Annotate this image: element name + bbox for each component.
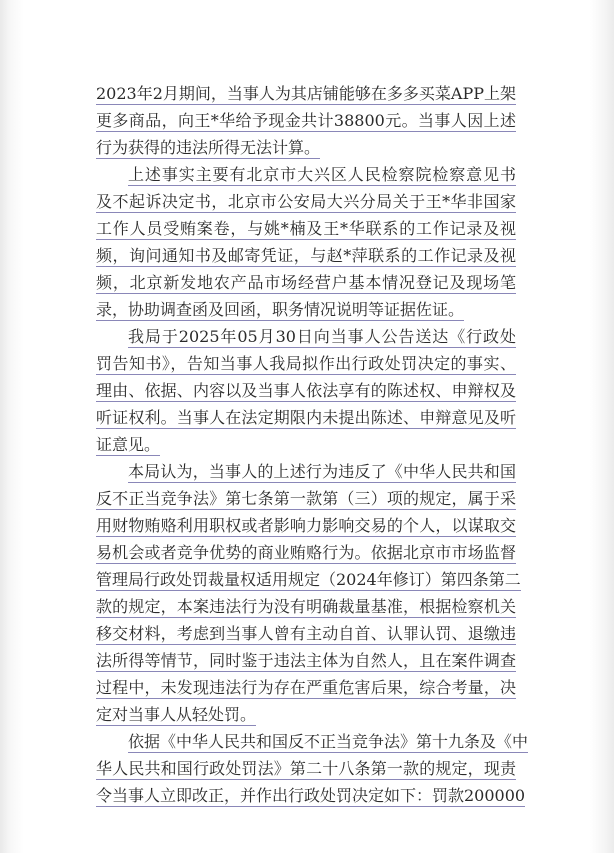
text-line: 工作人员受贿案卷，与姚*楠及王*华联系的工作记录及视: [96, 219, 516, 238]
text-line: 过程中，未发现违法行为存在严重危害后果，综合考量，决: [96, 678, 516, 697]
text-line: 依据《中华人民共和国反不正当竞争法》第十九条及《中: [128, 732, 529, 751]
paragraph-bureau-opinion: [96, 458, 521, 728]
paragraph-evidence: [96, 161, 516, 323]
text-line: 华人民共和国行政处罚法》第二十八条第一款的规定，现责: [96, 759, 516, 778]
text-line: 理由、依据、内容以及当事人依法享有的陈述权、申辩权及: [96, 381, 516, 400]
paragraph-notice-served: [96, 323, 516, 458]
text-line: 移交材料，考虑到当事人曾有主动自首、认罪认罚、退缴违: [96, 624, 516, 643]
text-line: 更多商品，向王*华给予现金共计38800元。当事人因上述: [96, 111, 516, 130]
text-line: 用财物贿赂利用职权或者影响力影响交易的个人，以谋取交: [96, 516, 516, 535]
text-line: 易机会或者竞争优势的商业贿赂行为。依据北京市市场监督: [96, 543, 516, 562]
text-line: 管理局行政处罚裁量权适用规定（2024年修订）第四条第二: [96, 570, 521, 589]
text-line: 上述事实主要有北京市大兴区人民检察院检察意见书: [128, 165, 516, 184]
text-line: 证意见。: [96, 435, 161, 454]
text-line: 我局于2025年05月30日向当事人公告送达《行政处: [128, 327, 516, 346]
text-line: 法所得等情节，同时鉴于违法主体为自然人，且在案件调查: [96, 651, 516, 670]
document-body: [96, 80, 529, 809]
paragraph-penalty-decision: [96, 728, 529, 809]
text-line: 罚告知书》，告知当事人我局拟作出行政处罚决定的事实、: [96, 354, 516, 373]
text-line: 定对当事人从轻处罚。: [96, 705, 257, 724]
text-line: 及不起诉决定书，北京市公安局大兴分局关于王*华非国家: [96, 192, 516, 211]
text-line: 行为获得的违法所得无法计算。: [96, 138, 321, 157]
text-line: 录，协助调查函及回函，职务情况说明等证据佐证。: [96, 300, 465, 319]
text-line: 频，询问通知书及邮寄凭证，与赵*萍联系的工作记录及视: [96, 246, 516, 265]
text-line: 款的规定，本案违法行为没有明确裁量基准，根据检察机关: [96, 597, 516, 616]
text-line: 令当事人立即改正，并作出行政处罚决定如下：罚款200000: [96, 786, 526, 805]
text-line: 2023年2月期间，当事人为其店铺能够在多多买菜APP上架: [96, 84, 516, 103]
paragraph-violation-facts: [96, 80, 516, 161]
text-line: 反不正当竞争法》第七条第一款第（三）项的规定，属于采: [96, 489, 516, 508]
text-line: 频，北京新发地农产品市场经营户基本情况登记及现场笔: [96, 273, 516, 292]
text-line: 本局认为，当事人的上述行为违反了《中华人民共和国: [128, 462, 516, 481]
text-line: 听证权利。当事人在法定期限内未提出陈述、申辩意见及听: [96, 408, 516, 427]
